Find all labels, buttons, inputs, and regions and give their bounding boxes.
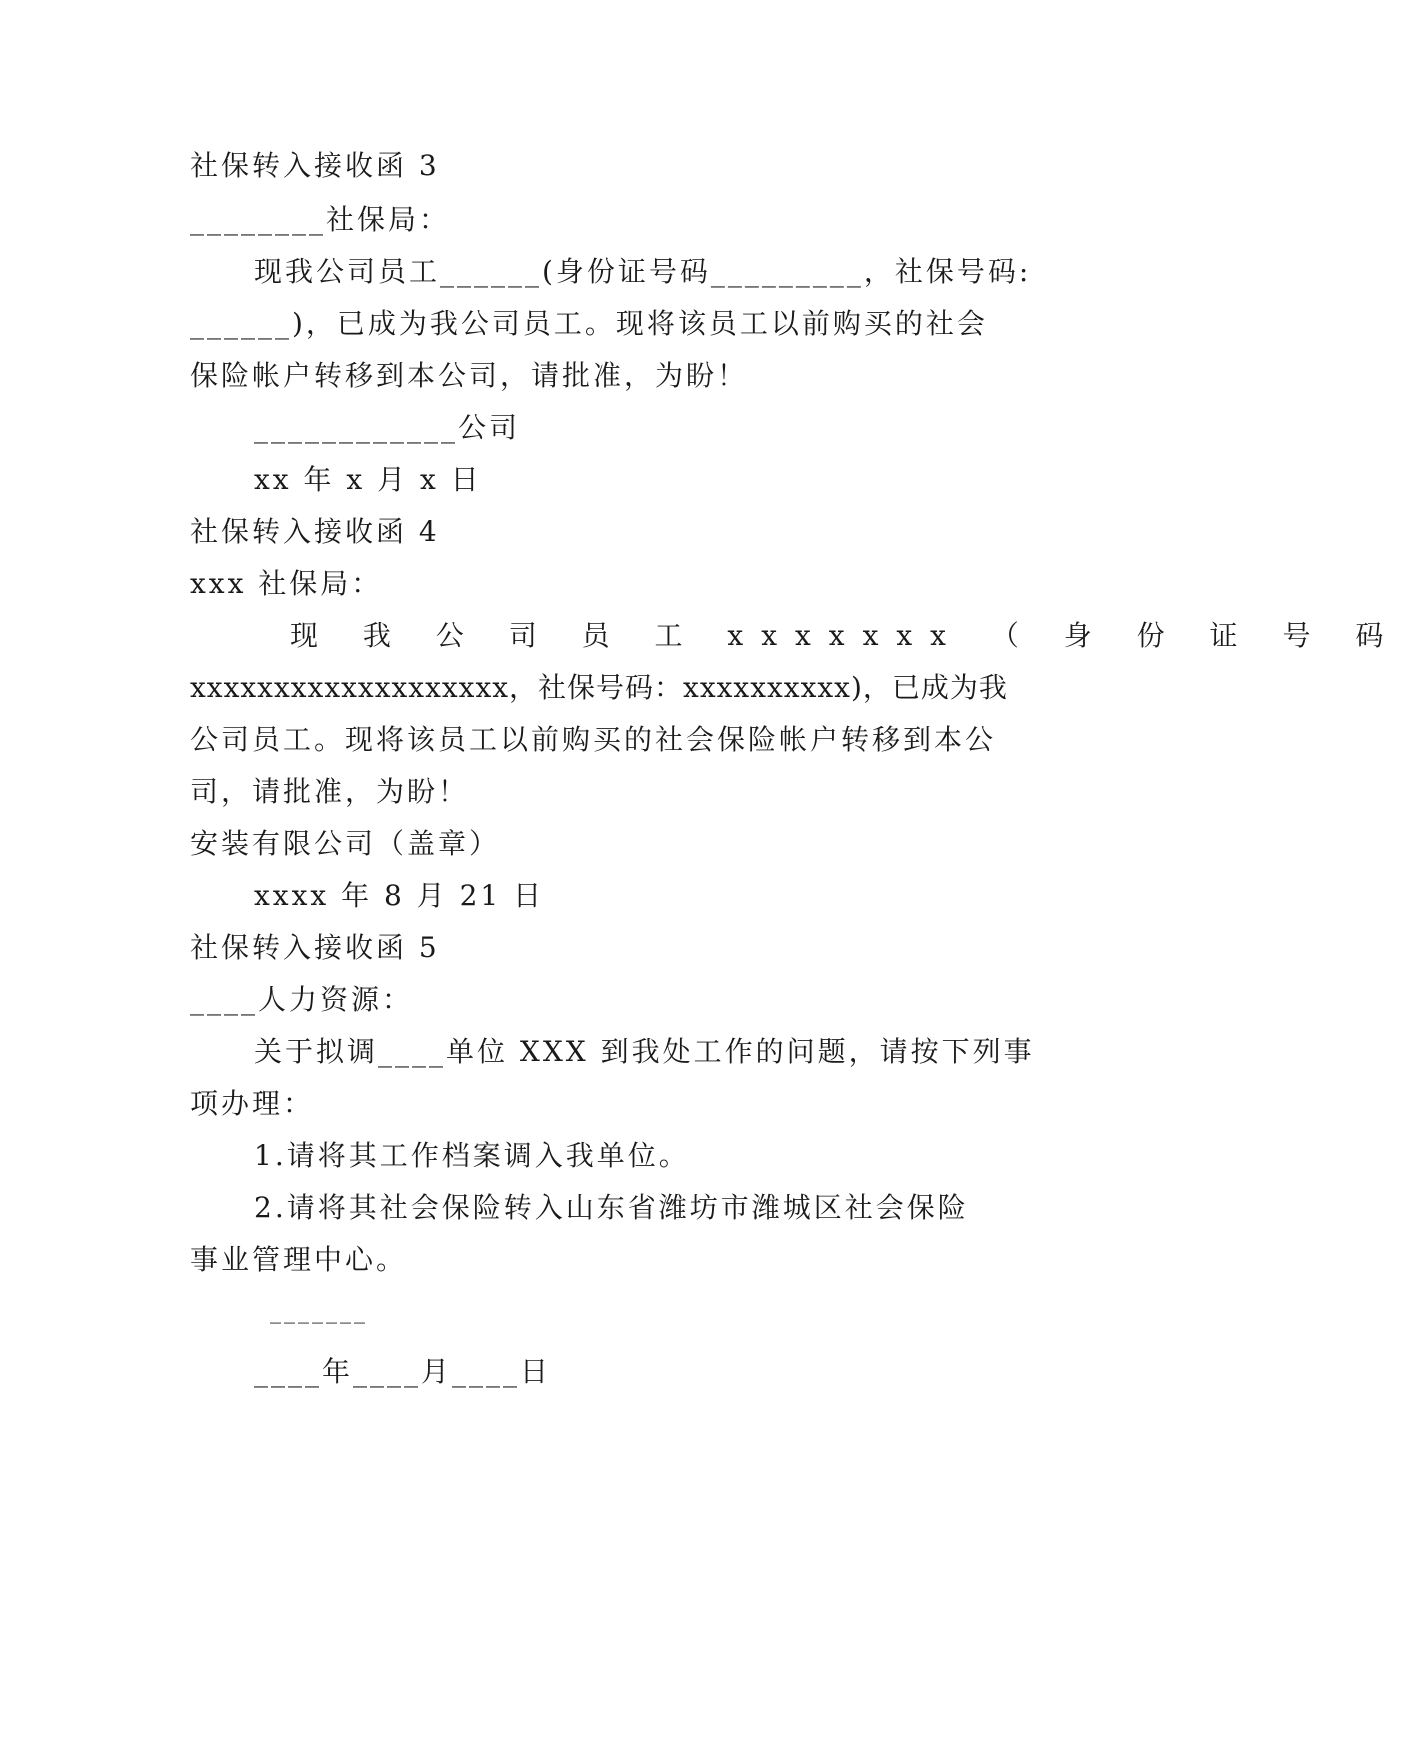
section-5-signature: _______ (270, 1299, 368, 1324)
section-5-body-line-4: 2.请将其社会保险转入山东省潍坊市潍城区社会保险 (254, 1191, 969, 1224)
section-4-date: xxxx 年 8 月 21 日 (254, 879, 545, 912)
section-5-body-line-1: 关于拟调____单位 XXX 到我处工作的问题，请按下列事 (254, 1035, 1035, 1068)
section-4-body-line-1: 现 我 公 司 员 工 xxxxxxx （ 身 份 证 号 码 (290, 619, 1401, 652)
section-5-title: 社保转入接收函 5 (190, 931, 440, 964)
section-3-recipient: ________社保局： (190, 203, 451, 236)
section-5-date: ____年____月____日 (254, 1355, 552, 1388)
section-5-body-line-3: 1.请将其工作档案调入我单位。 (254, 1139, 690, 1172)
section-4-recipient: xxx 社保局： (190, 567, 383, 600)
section-3-title: 社保转入接收函 3 (190, 149, 440, 182)
section-3-body-line-3: 保险帐户转移到本公司，请批准，为盼！ (190, 359, 749, 392)
section-4-signature: 安装有限公司（盖章） (190, 827, 501, 860)
section-5-recipient: ____人力资源： (190, 983, 414, 1016)
section-3-date: xx 年 x 月 x 日 (254, 463, 482, 496)
section-3-signature: ____________公司 (254, 411, 521, 444)
section-5-body-line-5: 事业管理中心。 (190, 1243, 408, 1276)
section-4-body-line-3: 公司员工。现将该员工以前购买的社会保险帐户转移到本公 (190, 723, 997, 756)
section-5-body-line-2: 项办理： (190, 1087, 315, 1120)
section-3-body-line-2: ______)，已成为我公司员工。现将该员工以前购买的社会 (190, 307, 988, 340)
section-4-title: 社保转入接收函 4 (190, 515, 440, 548)
section-3-body-line-1: 现我公司员工______(身份证号码_________，社保号码: (254, 255, 1032, 288)
section-4-body-line-2: xxxxxxxxxxxxxxxxxxx，社保号码：xxxxxxxxxx)，已成为我 (190, 671, 1008, 704)
section-4-body-line-4: 司，请批准，为盼！ (190, 775, 470, 808)
